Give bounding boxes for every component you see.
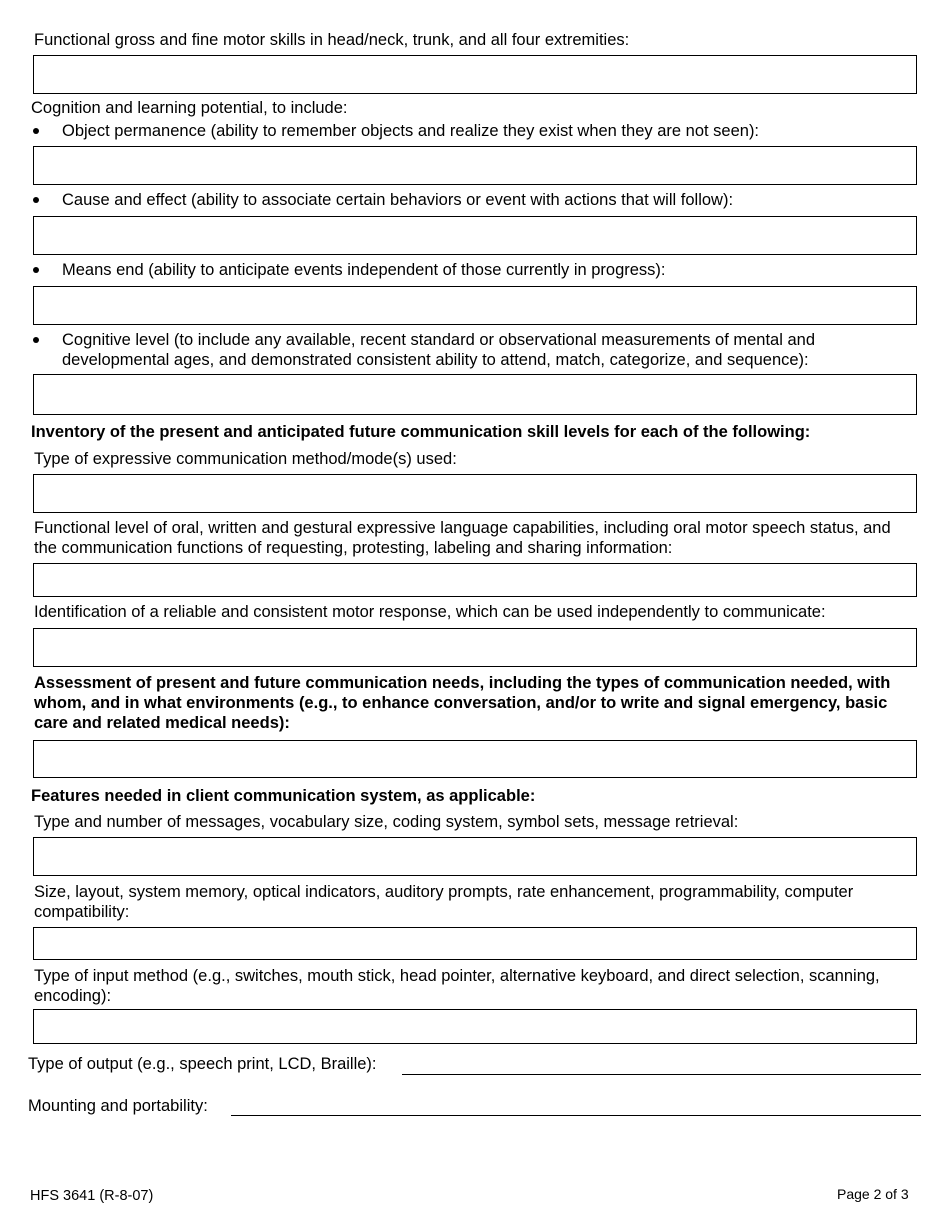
output-type-label: Type of output (e.g., speech print, LCD, Braille): <box>28 1055 377 1073</box>
inventory-heading: Inventory of the present and anticipated future communication skill levels for each of the following: <box>31 423 811 441</box>
mounting-label: Mounting and portability: <box>28 1097 208 1115</box>
motor-skills-field[interactable] <box>33 55 917 94</box>
cause-effect-field[interactable] <box>33 216 917 255</box>
messages-field[interactable] <box>33 837 917 876</box>
cognitive-level-label: Cognitive level (to include any available, recent standard or observational measurements of mental and developmental ages, and demonstrated consistent ability to attend, match, categorize, and sequence): <box>62 331 816 369</box>
bullet-icon <box>33 267 39 273</box>
functional-level-label: Functional level of oral, written and gestural expressive language capabilities, including oral motor speech status, and the communication functions of requesting, protesting, labeling and sharing information: <box>34 519 891 557</box>
bullet-icon <box>33 337 39 343</box>
bullet-icon <box>33 128 39 134</box>
cause-effect-label: Cause and effect (ability to associate certain behaviors or event with actions that will follow): <box>62 191 734 209</box>
input-method-label: Type of input method (e.g., switches, mouth stick, head pointer, alternative keyboard, and direct selection, scanning, encoding): <box>34 967 880 1005</box>
mounting-field[interactable] <box>231 1115 921 1116</box>
object-permanence-field[interactable] <box>33 146 917 185</box>
expressive-method-field[interactable] <box>33 474 917 513</box>
size-layout-field[interactable] <box>33 927 917 960</box>
object-permanence-label: Object permanence (ability to remember objects and realize they exist when they are not seen): <box>62 122 760 140</box>
output-type-field[interactable] <box>402 1074 921 1075</box>
features-heading: Features needed in client communication system, as applicable: <box>31 787 536 805</box>
means-end-field[interactable] <box>33 286 917 325</box>
cognitive-level-field[interactable] <box>33 374 917 415</box>
expressive-method-label: Type of expressive communication method/mode(s) used: <box>34 450 457 468</box>
page-number: Page 2 of 3 <box>837 1186 909 1202</box>
motor-response-label: Identification of a reliable and consistent motor response, which can be used independently to communicate: <box>34 603 826 621</box>
size-layout-label: Size, layout, system memory, optical indicators, auditory prompts, rate enhancement, programmability, computer compatibility: <box>34 883 854 921</box>
bullet-icon <box>33 197 39 203</box>
means-end-label: Means end (ability to anticipate events independent of those currently in progress): <box>62 261 666 279</box>
cognition-intro: Cognition and learning potential, to include: <box>31 99 348 117</box>
assessment-heading: Assessment of present and future communication needs, including the types of communication needed, with whom, and in what environments (e.g., to enhance conversation, and/or to write and signal emergency, basic care and related medical needs): <box>34 674 891 732</box>
messages-label: Type and number of messages, vocabulary size, coding system, symbol sets, message retrieval: <box>34 813 739 831</box>
input-method-field[interactable] <box>33 1009 917 1044</box>
form-id: HFS 3641 (R-8-07) <box>30 1188 154 1204</box>
functional-level-field[interactable] <box>33 563 917 597</box>
assessment-field[interactable] <box>33 740 917 778</box>
motor-skills-label: Functional gross and fine motor skills in head/neck, trunk, and all four extremities: <box>34 31 630 49</box>
motor-response-field[interactable] <box>33 628 917 667</box>
